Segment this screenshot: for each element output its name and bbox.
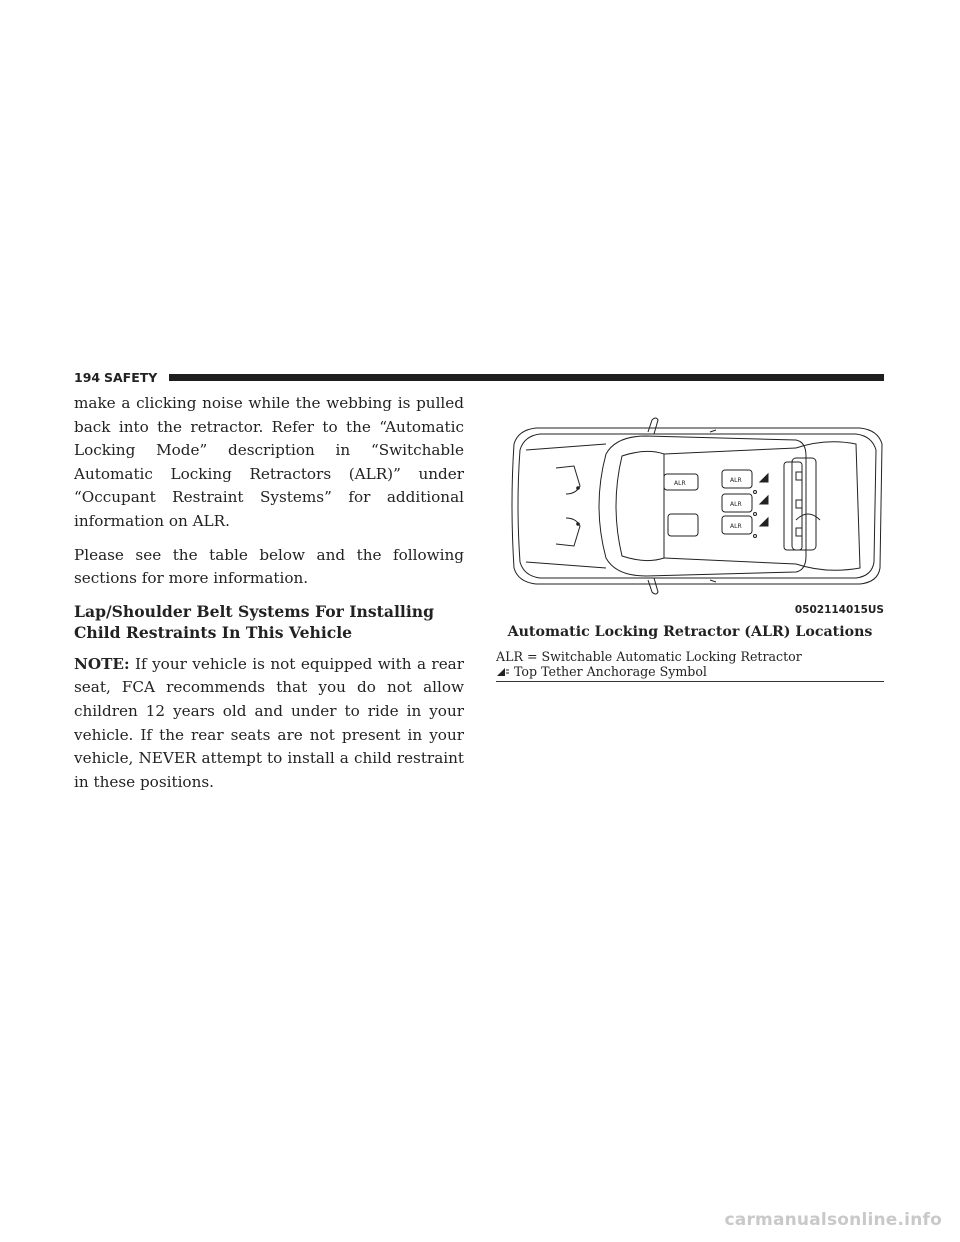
vehicle-alr-diagram [496, 408, 884, 616]
paragraph-clicking-noise: make a clicking noise while the webbing is pulled back into the retractor. Refer to the “Automatic Locking Mode” description in “Switchable Automatic Locking Retractors (ALR)” under “Occupant Restraint Systems” for additional information on ALR. [74, 394, 464, 530]
tether-anchor-icon [496, 667, 510, 677]
legend-alr: ALR = Switchable Automatic Locking Retractor [496, 649, 802, 664]
figure-code: 0502114015US [794, 604, 884, 616]
tether-anchor-icon [760, 474, 768, 526]
car-top-view-illustration [496, 408, 884, 598]
alr-label-rear-2: ALR [730, 501, 742, 508]
legend-tether-text: Top Tether Anchorage Symbol [514, 663, 707, 679]
figure-caption: Automatic Locking Retractor (ALR) Locations [507, 624, 873, 640]
alr-label-rear-3: ALR [730, 523, 742, 530]
paragraph-see-table: Please see the table below and the following sections for more information. [74, 545, 464, 588]
note-label: NOTE: [74, 654, 130, 673]
header-rule [169, 374, 884, 381]
section-title: SAFETY [104, 370, 158, 385]
watermark: carmanualsonline.info [724, 1210, 942, 1230]
page-number: 194 [74, 370, 101, 385]
figure-legend [496, 650, 884, 679]
page-header [74, 368, 884, 386]
note-paragraph [74, 653, 464, 795]
legend-rule [496, 681, 884, 682]
note-text: If your vehicle is not equipped with a rear seat, FCA recommends that you do not allow children 12 years old and under to ride in your vehicle. If the rear seats are not present in your vehicle, NEVER attempt to install a child restraint in these positions. [74, 654, 464, 791]
section-heading: Lap/Shoulder Belt Systems For Installing Child Restraints In This Vehicle [74, 601, 434, 642]
alr-label-center: ALR [674, 480, 686, 487]
alr-label-rear-1: ALR [730, 477, 742, 484]
legend-tether [496, 665, 884, 680]
body-text-column [74, 392, 464, 804]
